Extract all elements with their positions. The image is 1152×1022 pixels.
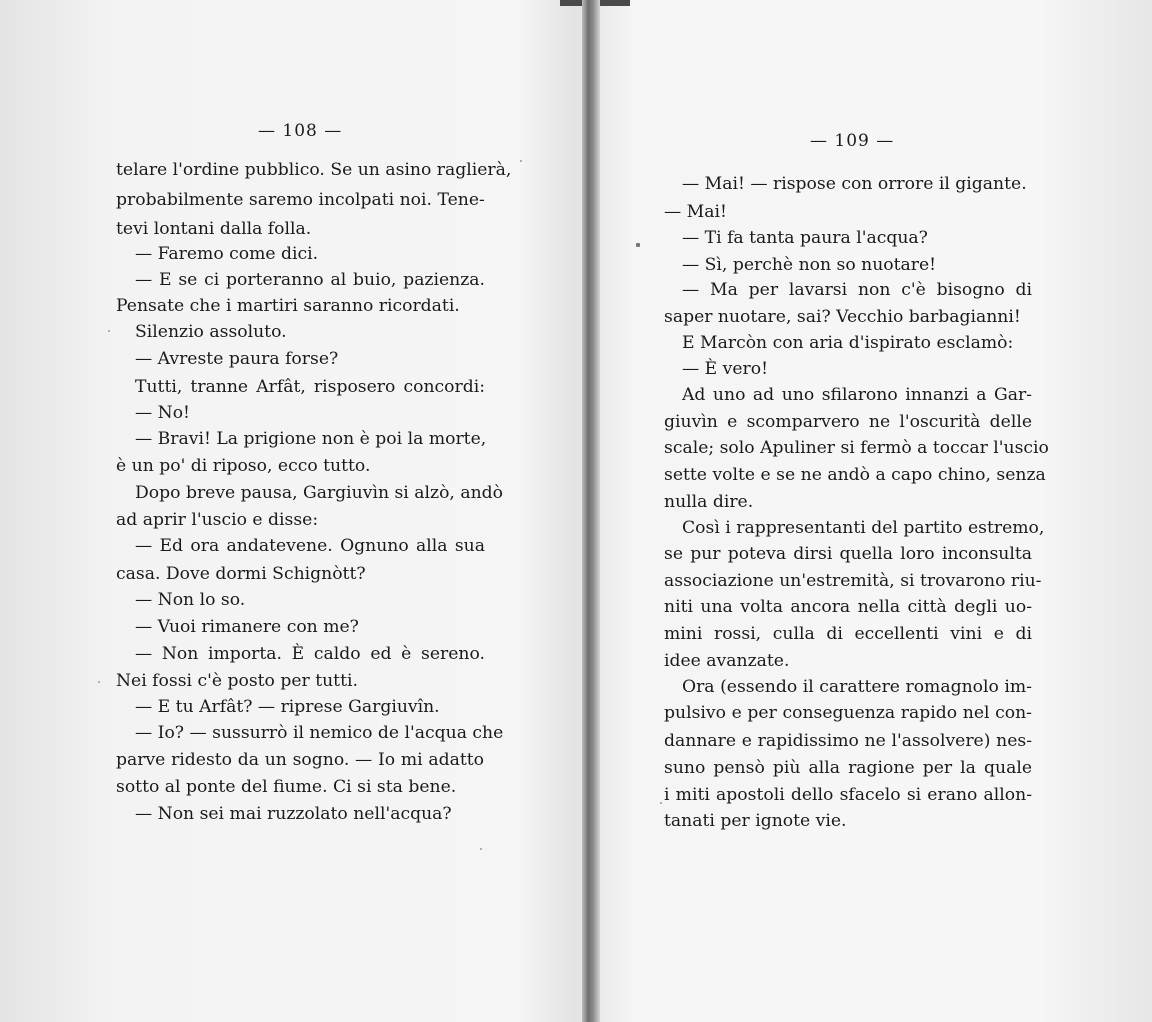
text-line: — Non importa. È caldo ed è sereno. — [135, 644, 485, 664]
text-line: saper nuotare, sai? Vecchio barbagianni! — [664, 307, 1021, 327]
ink-speck — [108, 330, 110, 332]
text-line: è un po' di riposo, ecco tutto. — [116, 456, 371, 476]
text-line: — Mai! — rispose con orrore il gigante. — [682, 174, 1027, 194]
text-line: sotto al ponte del fiume. Ci si sta bene. — [116, 777, 457, 797]
text-line: — Non sei mai ruzzolato nell'acqua? — [135, 804, 452, 824]
text-line: — Avreste paura forse? — [135, 349, 339, 369]
text-line: — Ti fa tanta paura l'acqua? — [682, 228, 928, 248]
text-line: — No! — [135, 403, 190, 423]
text-line: Nei fossi c'è posto per tutti. — [116, 671, 358, 691]
right-page — [600, 0, 1152, 1022]
text-line: idee avanzate. — [664, 651, 790, 671]
text-line: tevi lontani dalla folla. — [116, 219, 312, 239]
text-line: associazione un'estremità, si trovarono riu- — [664, 571, 1042, 591]
text-line: dannare e rapidissimo ne l'assolvere) nes- — [664, 731, 1032, 751]
text-line: Ora (essendo il carattere romagnolo im- — [682, 677, 1032, 697]
text-line: — Non lo so. — [135, 590, 246, 610]
ink-speck — [98, 681, 100, 683]
text-line: parve ridesto da un sogno. — Io mi adatto — [116, 750, 484, 770]
text-line: — Ed ora andatevene. Ognuno alla sua — [135, 536, 485, 556]
text-line: Pensate che i martiri saranno ricordati. — [116, 296, 460, 316]
text-line: — È vero! — [682, 359, 769, 379]
text-line: scale; solo Apuliner si fermò a toccar l'uscio — [664, 438, 1049, 458]
text-line: sette volte e se ne andò a capo chino, senza — [664, 465, 1046, 485]
text-line: — Faremo come dici. — [135, 244, 319, 264]
text-line: — Sì, perchè non so nuotare! — [682, 255, 937, 275]
text-line: se pur poteva dirsi quella loro inconsulta — [664, 544, 1032, 564]
text-line: probabilmente saremo incolpati noi. Tene- — [116, 190, 485, 210]
ink-speck — [480, 848, 482, 850]
page-number: — 108 — — [258, 121, 343, 141]
text-line: Ad uno ad uno sfilarono innanzi a Gar- — [682, 385, 1032, 405]
text-line: Così i rappresentanti del partito estremo, — [682, 518, 1045, 538]
ink-speck — [636, 243, 640, 247]
text-line: — Mai! — [664, 202, 727, 222]
text-line: telare l'ordine pubblico. Se un asino raglierà, — [116, 160, 512, 180]
text-line: — E tu Arfât? — riprese Gargiuvîn. — [135, 697, 440, 717]
text-line: Dopo breve pausa, Gargiuvìn si alzò, andò — [135, 483, 504, 503]
book-gutter — [582, 0, 600, 1022]
text-line: tanati per ignote vie. — [664, 811, 847, 831]
text-line: — Bravi! La prigione non è poi la morte, — [135, 429, 487, 449]
text-line: niti una volta ancora nella città degli uo- — [664, 597, 1032, 617]
text-line: — Ma per lavarsi non c'è bisogno di — [682, 280, 1032, 300]
ink-speck — [520, 160, 522, 162]
text-line: nulla dire. — [664, 492, 754, 512]
text-line: — E se ci porteranno al buio, pazienza. — [135, 270, 485, 290]
text-line: — Io? — sussurrò il nemico de l'acqua che — [135, 723, 504, 743]
text-line: Tutti, tranne Arfât, risposero concordi: — [135, 377, 485, 397]
text-line: mini rossi, culla di eccellenti vini e di — [664, 624, 1032, 644]
text-line: casa. Dove dormi Schignòtt? — [116, 564, 366, 584]
text-line: Silenzio assoluto. — [135, 322, 287, 342]
ink-speck — [660, 802, 662, 804]
text-line: E Marcòn con aria d'ispirato esclamò: — [682, 333, 1014, 353]
text-line: — Vuoi rimanere con me? — [135, 617, 359, 637]
text-line: i miti apostoli dello sfacelo si erano allon- — [664, 785, 1032, 805]
text-line: ad aprir l'uscio e disse: — [116, 510, 319, 530]
text-line: giuvìn e scomparvero ne l'oscurità delle — [664, 412, 1032, 432]
page-number: — 109 — — [810, 131, 895, 151]
text-line: suno pensò più alla ragione per la quale — [664, 758, 1032, 778]
text-line: pulsivo e per conseguenza rapido nel con- — [664, 703, 1032, 723]
